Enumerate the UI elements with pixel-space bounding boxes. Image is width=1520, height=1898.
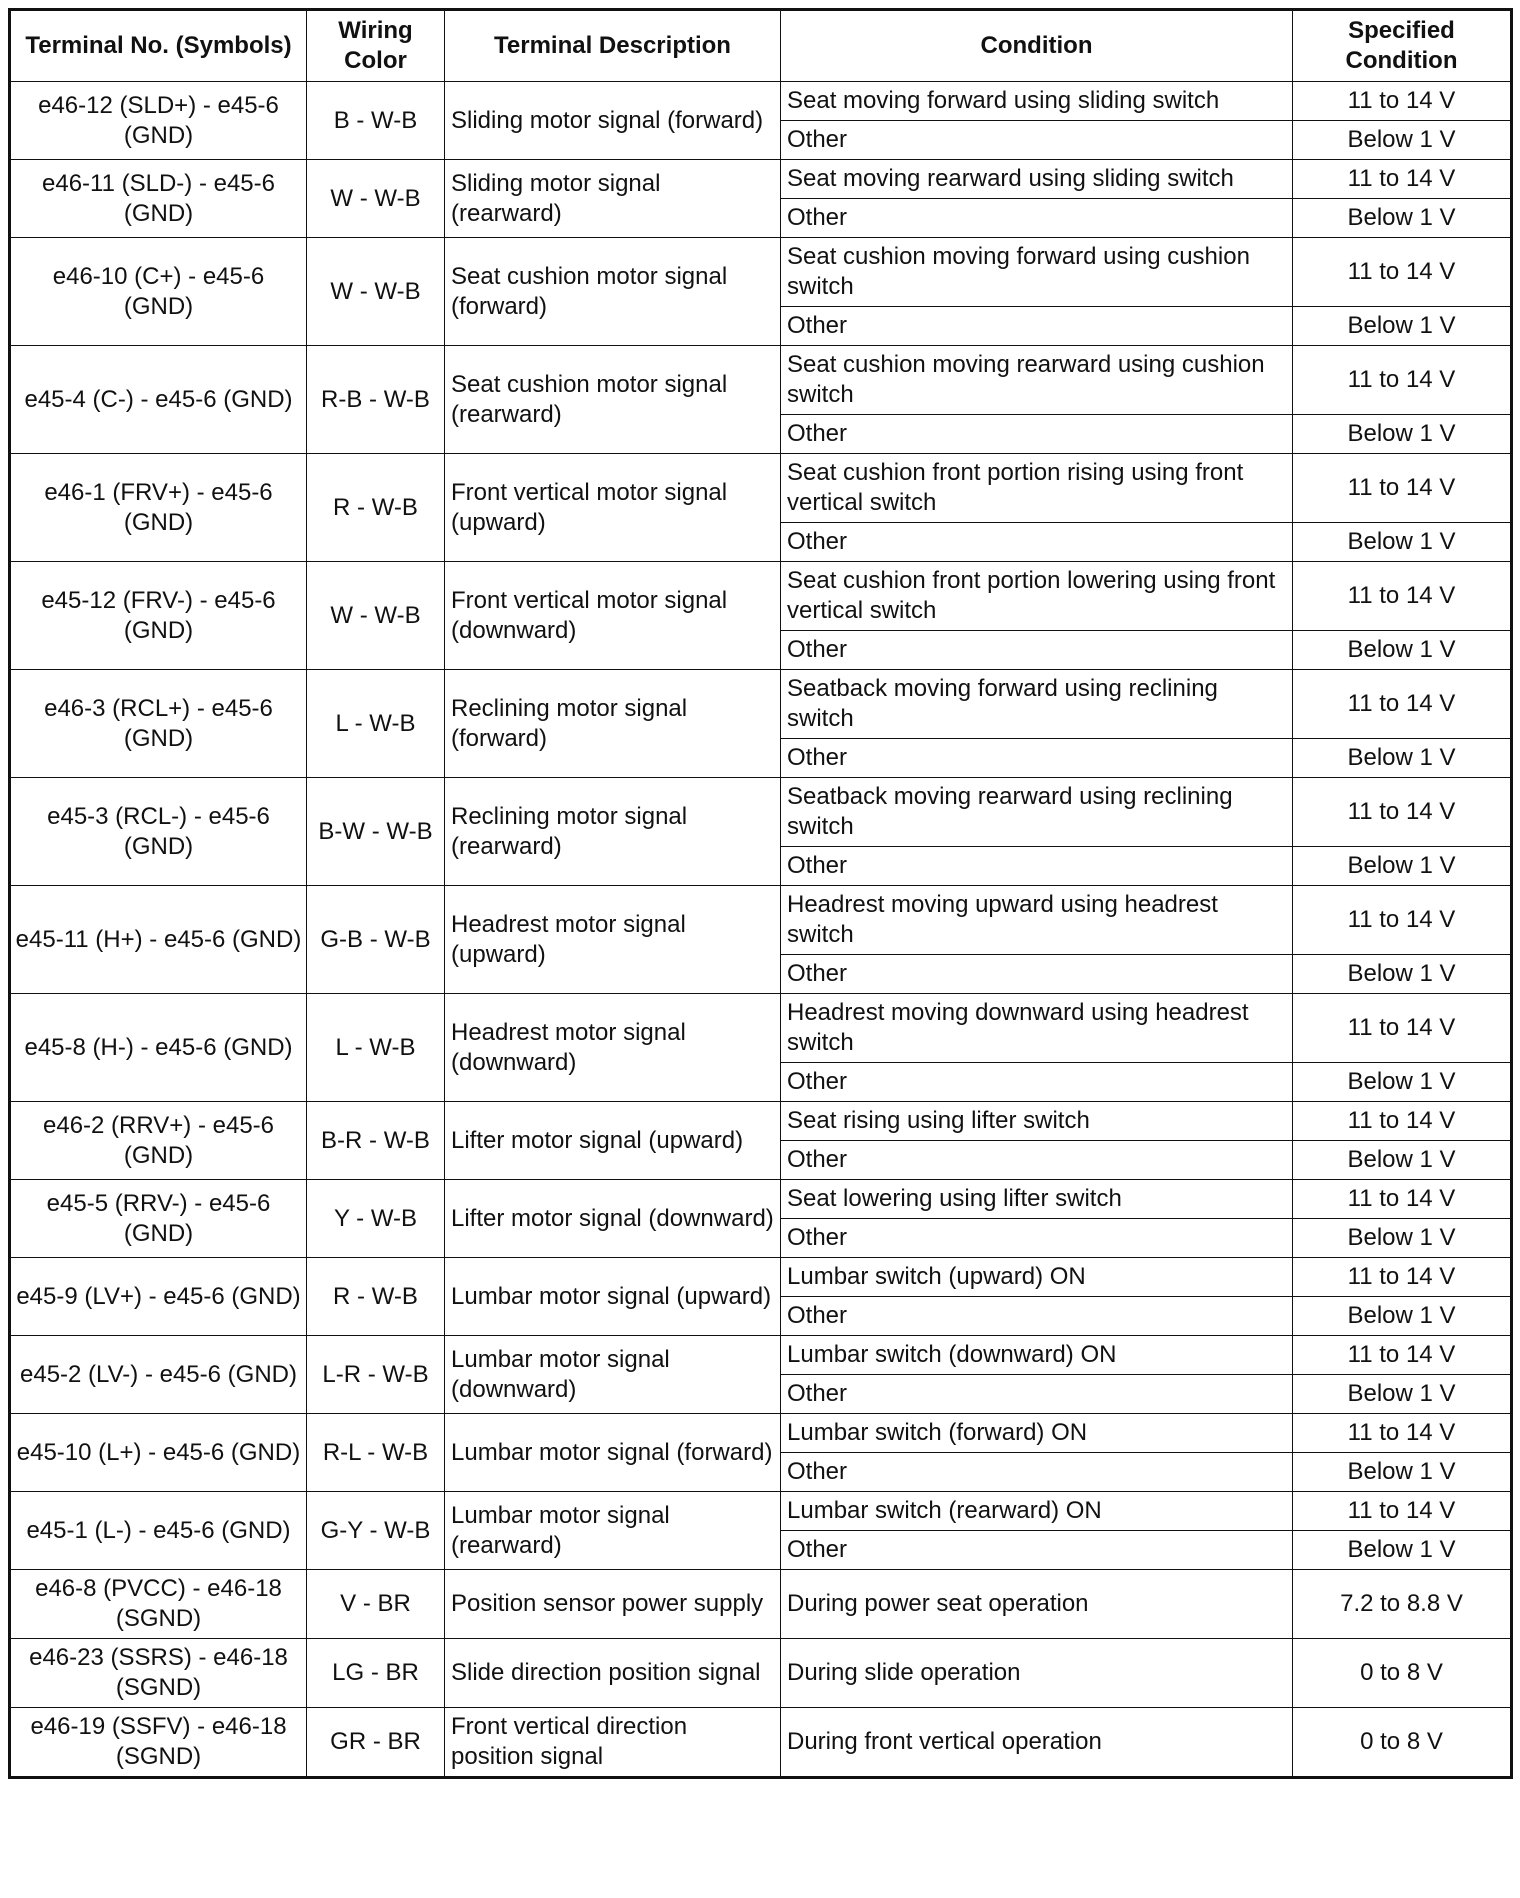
table-row: [10, 670, 1512, 739]
condition-cell: Other: [781, 121, 1293, 160]
condition-cell: Other: [781, 1297, 1293, 1336]
condition-cell: Seat cushion moving forward using cushion switch: [781, 238, 1293, 307]
condition-cell: Seat cushion front portion lowering using front vertical switch: [781, 562, 1293, 631]
condition-cell: Other: [781, 1141, 1293, 1180]
specified-condition-cell: 11 to 14 V: [1293, 1102, 1512, 1141]
condition-cell: Lumbar switch (forward) ON: [781, 1414, 1293, 1453]
terminal-cell: e45-9 (LV+) - e45-6 (GND): [10, 1258, 307, 1336]
specified-condition-cell: 11 to 14 V: [1293, 1336, 1512, 1375]
wiring-color-cell: B-R - W-B: [307, 1102, 445, 1180]
specified-condition-cell: 11 to 14 V: [1293, 238, 1512, 307]
terminal-cell: e45-4 (C-) - e45-6 (GND): [10, 346, 307, 454]
specified-condition-cell: Below 1 V: [1293, 1063, 1512, 1102]
specified-condition-cell: Below 1 V: [1293, 1141, 1512, 1180]
specified-condition-cell: 11 to 14 V: [1293, 82, 1512, 121]
table-row: [10, 454, 1512, 523]
wiring-color-cell: L-R - W-B: [307, 1336, 445, 1414]
condition-cell: Other: [781, 1531, 1293, 1570]
condition-cell: Other: [781, 1063, 1293, 1102]
terminal-cell: e45-1 (L-) - e45-6 (GND): [10, 1492, 307, 1570]
terminal-description-cell: Lumbar motor signal (upward): [445, 1258, 781, 1336]
table-row: [10, 160, 1512, 199]
terminal-cell: e46-11 (SLD-) - e45-6 (GND): [10, 160, 307, 238]
terminal-cell: e46-8 (PVCC) - e46-18 (SGND): [10, 1570, 307, 1639]
terminal-description-cell: Lifter motor signal (upward): [445, 1102, 781, 1180]
wiring-color-cell: R-L - W-B: [307, 1414, 445, 1492]
header-wiring-color: Wiring Color: [307, 10, 445, 82]
terminal-cell: e45-5 (RRV-) - e45-6 (GND): [10, 1180, 307, 1258]
condition-cell: Seat cushion moving rearward using cushion switch: [781, 346, 1293, 415]
condition-cell: Other: [781, 415, 1293, 454]
wiring-color-cell: W - W-B: [307, 238, 445, 346]
header-terminal: Terminal No. (Symbols): [10, 10, 307, 82]
table-row: [10, 1570, 1512, 1639]
condition-cell: Seat cushion front portion rising using front vertical switch: [781, 454, 1293, 523]
table-row: [10, 994, 1512, 1063]
header-terminal-description: Terminal Description: [445, 10, 781, 82]
condition-cell: Other: [781, 523, 1293, 562]
table-row: [10, 1258, 1512, 1297]
terminal-description-cell: Slide direction position signal: [445, 1639, 781, 1708]
terminal-description-cell: Lumbar motor signal (rearward): [445, 1492, 781, 1570]
specified-condition-cell: Below 1 V: [1293, 1375, 1512, 1414]
wiring-color-cell: R - W-B: [307, 454, 445, 562]
condition-cell: Lumbar switch (downward) ON: [781, 1336, 1293, 1375]
condition-cell: Seatback moving forward using reclining switch: [781, 670, 1293, 739]
condition-cell: Other: [781, 199, 1293, 238]
specified-condition-cell: 11 to 14 V: [1293, 454, 1512, 523]
table-row: [10, 886, 1512, 955]
terminal-cell: e46-10 (C+) - e45-6 (GND): [10, 238, 307, 346]
table-row: [10, 778, 1512, 847]
specified-condition-cell: 0 to 8 V: [1293, 1639, 1512, 1708]
terminal-description-cell: Lifter motor signal (downward): [445, 1180, 781, 1258]
wiring-color-cell: R - W-B: [307, 1258, 445, 1336]
table-row: [10, 1414, 1512, 1453]
condition-cell: Seat moving forward using sliding switch: [781, 82, 1293, 121]
terminal-cell: e46-23 (SSRS) - e46-18 (SGND): [10, 1639, 307, 1708]
condition-cell: Other: [781, 307, 1293, 346]
condition-cell: During front vertical operation: [781, 1708, 1293, 1778]
specified-condition-cell: Below 1 V: [1293, 307, 1512, 346]
terminal-description-cell: Front vertical motor signal (downward): [445, 562, 781, 670]
table-row: [10, 238, 1512, 307]
terminal-description-cell: Front vertical direction position signal: [445, 1708, 781, 1778]
table-row: [10, 562, 1512, 631]
condition-cell: Other: [781, 955, 1293, 994]
wiring-color-cell: B-W - W-B: [307, 778, 445, 886]
specified-condition-cell: 11 to 14 V: [1293, 1258, 1512, 1297]
terminal-cell: e46-3 (RCL+) - e45-6 (GND): [10, 670, 307, 778]
terminal-description-cell: Headrest motor signal (upward): [445, 886, 781, 994]
table-row: [10, 1102, 1512, 1141]
condition-cell: Other: [781, 1219, 1293, 1258]
terminal-description-cell: Lumbar motor signal (downward): [445, 1336, 781, 1414]
condition-cell: Other: [781, 631, 1293, 670]
specified-condition-cell: 11 to 14 V: [1293, 1414, 1512, 1453]
condition-cell: Lumbar switch (rearward) ON: [781, 1492, 1293, 1531]
specified-condition-cell: Below 1 V: [1293, 1531, 1512, 1570]
specified-condition-cell: Below 1 V: [1293, 1297, 1512, 1336]
table-row: [10, 1180, 1512, 1219]
terminal-description-cell: Position sensor power supply: [445, 1570, 781, 1639]
condition-cell: Seatback moving rearward using reclining switch: [781, 778, 1293, 847]
terminal-description-cell: Seat cushion motor signal (forward): [445, 238, 781, 346]
specified-condition-cell: Below 1 V: [1293, 121, 1512, 160]
wiring-color-cell: L - W-B: [307, 994, 445, 1102]
terminal-cell: e46-19 (SSFV) - e46-18 (SGND): [10, 1708, 307, 1778]
specified-condition-cell: 11 to 14 V: [1293, 346, 1512, 415]
terminal-description-cell: Headrest motor signal (downward): [445, 994, 781, 1102]
terminal-cell: e45-11 (H+) - e45-6 (GND): [10, 886, 307, 994]
condition-cell: Other: [781, 739, 1293, 778]
terminal-cell: e45-3 (RCL-) - e45-6 (GND): [10, 778, 307, 886]
wiring-color-cell: L - W-B: [307, 670, 445, 778]
terminal-description-cell: Reclining motor signal (forward): [445, 670, 781, 778]
wiring-color-cell: V - BR: [307, 1570, 445, 1639]
header-condition: Condition: [781, 10, 1293, 82]
condition-cell: Seat lowering using lifter switch: [781, 1180, 1293, 1219]
wiring-color-cell: B - W-B: [307, 82, 445, 160]
specified-condition-cell: Below 1 V: [1293, 199, 1512, 238]
terminal-cell: e46-12 (SLD+) - e45-6 (GND): [10, 82, 307, 160]
terminal-table: [8, 8, 1513, 1779]
terminal-description-cell: Sliding motor signal (forward): [445, 82, 781, 160]
terminal-description-cell: Front vertical motor signal (upward): [445, 454, 781, 562]
specified-condition-cell: 11 to 14 V: [1293, 1492, 1512, 1531]
terminal-cell: e45-8 (H-) - e45-6 (GND): [10, 994, 307, 1102]
specified-condition-cell: 11 to 14 V: [1293, 1180, 1512, 1219]
specified-condition-cell: Below 1 V: [1293, 955, 1512, 994]
condition-cell: During power seat operation: [781, 1570, 1293, 1639]
terminal-description-cell: Lumbar motor signal (forward): [445, 1414, 781, 1492]
specified-condition-cell: Below 1 V: [1293, 1453, 1512, 1492]
terminal-description-cell: Seat cushion motor signal (rearward): [445, 346, 781, 454]
table-header-row: [10, 10, 1512, 82]
condition-cell: Seat rising using lifter switch: [781, 1102, 1293, 1141]
specified-condition-cell: Below 1 V: [1293, 631, 1512, 670]
wiring-color-cell: G-B - W-B: [307, 886, 445, 994]
header-specified-condition: Specified Condition: [1293, 10, 1512, 82]
wiring-color-cell: R-B - W-B: [307, 346, 445, 454]
terminal-cell: e46-1 (FRV+) - e45-6 (GND): [10, 454, 307, 562]
wiring-color-cell: GR - BR: [307, 1708, 445, 1778]
terminal-description-cell: Reclining motor signal (rearward): [445, 778, 781, 886]
table-body: [10, 82, 1512, 1778]
wiring-color-cell: LG - BR: [307, 1639, 445, 1708]
table-row: [10, 82, 1512, 121]
wiring-color-cell: W - W-B: [307, 160, 445, 238]
specified-condition-cell: Below 1 V: [1293, 739, 1512, 778]
terminal-cell: e45-2 (LV-) - e45-6 (GND): [10, 1336, 307, 1414]
condition-cell: Lumbar switch (upward) ON: [781, 1258, 1293, 1297]
condition-cell: Other: [781, 1375, 1293, 1414]
terminal-description-cell: Sliding motor signal (rearward): [445, 160, 781, 238]
table-row: [10, 1336, 1512, 1375]
table-row: [10, 1492, 1512, 1531]
specified-condition-cell: 7.2 to 8.8 V: [1293, 1570, 1512, 1639]
condition-cell: Other: [781, 847, 1293, 886]
terminal-table-container: [8, 8, 1510, 1779]
table-row: [10, 1708, 1512, 1778]
wiring-color-cell: W - W-B: [307, 562, 445, 670]
specified-condition-cell: 0 to 8 V: [1293, 1708, 1512, 1778]
wiring-color-cell: G-Y - W-B: [307, 1492, 445, 1570]
condition-cell: Headrest moving downward using headrest switch: [781, 994, 1293, 1063]
wiring-color-cell: Y - W-B: [307, 1180, 445, 1258]
terminal-cell: e46-2 (RRV+) - e45-6 (GND): [10, 1102, 307, 1180]
specified-condition-cell: 11 to 14 V: [1293, 670, 1512, 739]
specified-condition-cell: 11 to 14 V: [1293, 994, 1512, 1063]
condition-cell: Other: [781, 1453, 1293, 1492]
specified-condition-cell: 11 to 14 V: [1293, 778, 1512, 847]
specified-condition-cell: 11 to 14 V: [1293, 160, 1512, 199]
specified-condition-cell: Below 1 V: [1293, 415, 1512, 454]
terminal-cell: e45-10 (L+) - e45-6 (GND): [10, 1414, 307, 1492]
specified-condition-cell: Below 1 V: [1293, 523, 1512, 562]
specified-condition-cell: 11 to 14 V: [1293, 562, 1512, 631]
table-row: [10, 346, 1512, 415]
specified-condition-cell: 11 to 14 V: [1293, 886, 1512, 955]
condition-cell: Seat moving rearward using sliding switch: [781, 160, 1293, 199]
terminal-cell: e45-12 (FRV-) - e45-6 (GND): [10, 562, 307, 670]
table-row: [10, 1639, 1512, 1708]
condition-cell: Headrest moving upward using headrest switch: [781, 886, 1293, 955]
specified-condition-cell: Below 1 V: [1293, 847, 1512, 886]
condition-cell: During slide operation: [781, 1639, 1293, 1708]
specified-condition-cell: Below 1 V: [1293, 1219, 1512, 1258]
